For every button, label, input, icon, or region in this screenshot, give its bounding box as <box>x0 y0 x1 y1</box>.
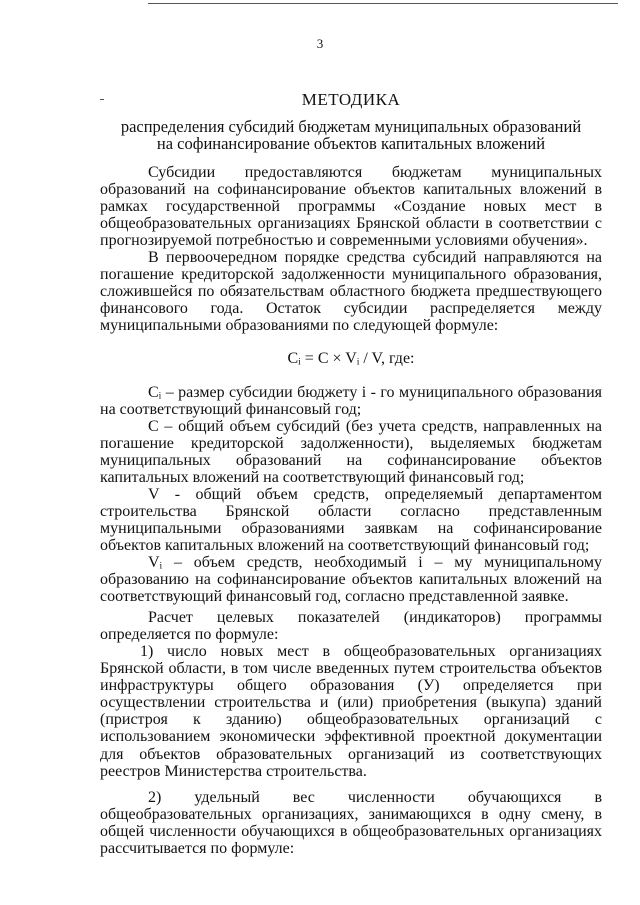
document-subtitle-line-1: распределения субсидий бюджетам муниципальных образований <box>120 117 582 136</box>
paragraph-priority-order: В первоочередном порядке средства субсидий направляются на погашение кредиторской задолженности муниципального образования, сложившейся по обязательствам областного бюджета предшествующего финансового года. Остаток субсидии распределяется между муниципальными образованиями по следующей формуле: <box>100 249 602 335</box>
document-body <box>100 164 602 857</box>
paragraph-indicators-calc: Расчет целевых показателей (индикаторов) программы определяется по формуле: <box>100 609 602 644</box>
page-number: 3 <box>316 36 324 51</box>
scan-edge-line <box>148 3 618 4</box>
formula-subsidy: Cᵢ = C × Vᵢ / V, где: <box>287 350 415 368</box>
definition-ci: Cᵢ – размер субсидии бюджету i - го муниципального образования на соответствующий финансовый год; <box>100 383 602 418</box>
document-title: МЕТОДИКА <box>301 90 401 109</box>
list-item-new-places: 1) число новых мест в общеобразовательных организациях Брянской области, в том числе введенных путем строительства объектов инфраструктуры общего образования (У) определяется при осуществлении строительства и (или) приобретения (выкупа) зданий (пристроя к зданию) общеобразовательных организаций с использованием экономически эффективной проектной документации для объектов образовательных организаций из соответствующих реестров Министерства строительства. <box>100 643 602 780</box>
definition-vi: Vᵢ – объем средств, необходимый i – му муниципальному образованию на софинансирование объектов капитальных вложений на соответствующий финансовый год, согласно представленной заявке. <box>100 553 602 606</box>
definition-c: C – общий объем субсидий (без учета средств, направленных на погашение кредиторской задолженности), выделяемых бюджетам муниципальных образований на софинансирование объектов капитальных вложений на соответствующий финансовый год; <box>100 417 602 486</box>
list-item-single-shift-share: 2) удельный вес численности обучающихся в общеобразовательных организациях, занимающихся в одну смену, в общей численности обучающихся в общеобразовательных организациях рассчитывается по формуле: <box>100 788 602 857</box>
paragraph-subsidies-intro: Субсидии предоставляются бюджетам муниципальных образований на софинансирование объектов капитальных вложений в рамках государственной программы «Создание новых мест в общеобразовательных организациях Брянской области в соответствии с прогнозируемой потребностью и современными условиями обучения». <box>100 164 602 250</box>
definition-v: V - общий объем средств, определяемый департаментом строительства Брянской области согласно представленным муниципальными образованиями заявкам на софинансирование объектов капитальных вложений на соответствующий финансовый год; <box>100 485 602 554</box>
document-subtitle-line-2: на софинансирование объектов капитальных вложений <box>156 134 546 153</box>
